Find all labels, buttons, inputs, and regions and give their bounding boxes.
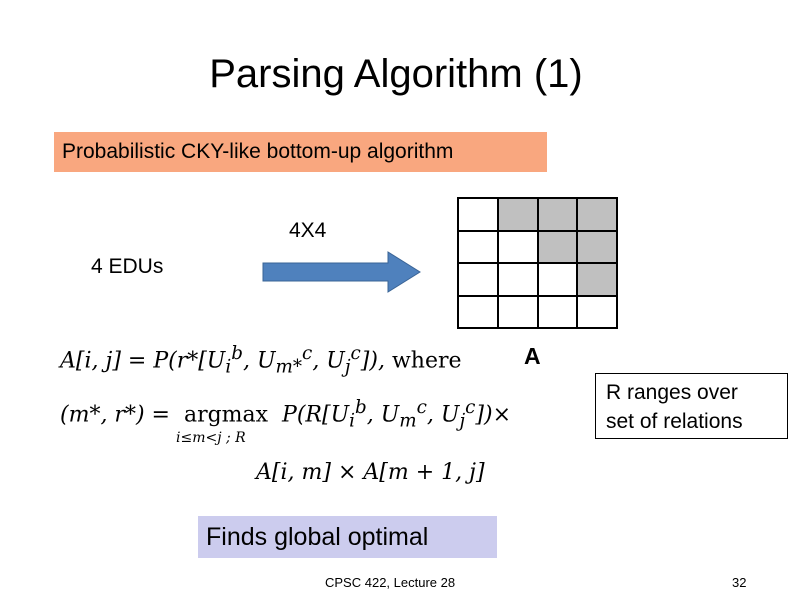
matrix-label: A: [524, 343, 541, 369]
right-arrow-icon: [262, 250, 422, 294]
argmax-subscript: i≤m<j ; R: [176, 430, 246, 446]
relations-note-line-1: R ranges over: [606, 381, 738, 404]
matrix-cell-3-2: [538, 296, 578, 329]
input-label: 4 EDUs: [91, 255, 164, 278]
matrix-cell-0-3: [577, 198, 617, 231]
matrix-cell-1-0: [458, 231, 498, 264]
matrix-cell-2-2: [538, 263, 578, 296]
formula-line-2: (m*, r*) = argmax $P(R[U_i^b$, $U_m^c$, $U_j^c])\times$: [60, 397, 512, 432]
matrix-size-label: 4X4: [289, 219, 327, 242]
page-number: 32: [732, 575, 747, 590]
matrix-cell-3-0: [458, 296, 498, 329]
matrix-cell-2-1: [498, 263, 538, 296]
matrix-cell-0-1: [498, 198, 538, 231]
relations-note-line-2: set of relations: [606, 410, 743, 433]
matrix-cell-0-2: [538, 198, 578, 231]
matrix-cell-0-0: [458, 198, 498, 231]
formula-line-1: A[i, $j] = P(r*[U_i^b$, $U_{m*}^c$, $U_j^c$]), where: [60, 343, 462, 378]
formula-line-3: A[i, m] × A[m + 1, j]: [256, 460, 485, 485]
cky-matrix: [457, 197, 618, 329]
slide-title: Parsing Algorithm (1): [209, 52, 583, 96]
matrix-cell-3-3: [577, 296, 617, 329]
matrix-cell-1-1: [498, 231, 538, 264]
relations-note: [595, 373, 788, 439]
matrix-cell-2-3: [577, 263, 617, 296]
algorithm-highlight: Probabilistic CKY-like bottom-up algorithm: [54, 132, 547, 172]
matrix-cell-3-1: [498, 296, 538, 329]
matrix-cell-2-0: [458, 263, 498, 296]
optimal-highlight: Finds global optimal: [198, 516, 497, 558]
footer-text: CPSC 422, Lecture 28: [325, 575, 456, 590]
matrix-cell-1-3: [577, 231, 617, 264]
matrix-cell-1-2: [538, 231, 578, 264]
